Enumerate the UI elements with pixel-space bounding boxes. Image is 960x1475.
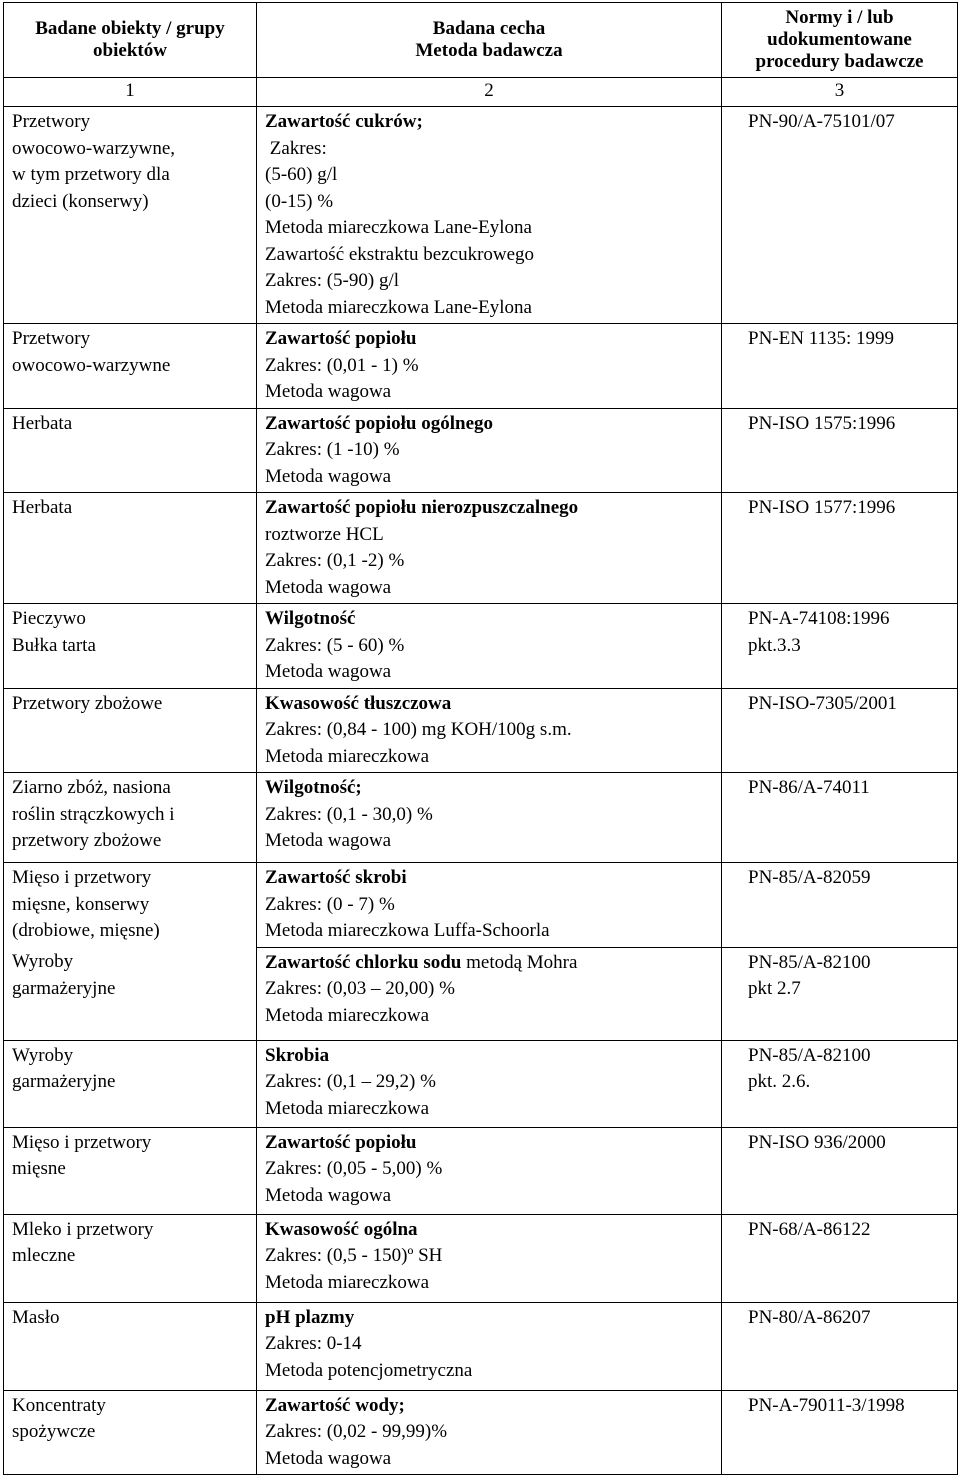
feature-line: Zakres: 0-14 — [265, 1333, 362, 1354]
object-line: Przetwory — [12, 328, 91, 349]
feature-line: Zakres: (0,1 - 30,0) % — [265, 803, 433, 825]
object-line: mięsne — [12, 1158, 66, 1179]
feature-cell — [257, 1040, 722, 1127]
feature-line: Zakres: (0,84 - 100) mg KOH/100g s.m. — [265, 719, 572, 740]
norm-line: PN-EN 1135: 1999 — [748, 328, 895, 349]
table-row — [4, 1214, 958, 1302]
object-line: Herbata — [12, 412, 73, 434]
object-line: Pieczywo — [12, 608, 86, 629]
object-cell — [4, 947, 257, 1040]
table-row — [4, 1390, 958, 1475]
feature-title-line — [265, 1217, 713, 1244]
norm-line: PN-85/A-82100 — [748, 1044, 871, 1066]
norm-line: pkt. 2.6. — [748, 1071, 811, 1092]
object-line: Wyroby — [12, 1044, 74, 1066]
norm-line: PN-68/A-86122 — [748, 1218, 871, 1240]
norm-line: pkt.3.3 — [748, 634, 801, 656]
object-cell — [4, 493, 257, 604]
feature-title: Kwasowość tłuszczowa — [265, 692, 452, 714]
object-line: spożywcze — [12, 1421, 96, 1442]
feature-title: Zawartość popiołu nierozpuszczalnego — [265, 497, 579, 518]
feature-line: Zakres: (0,1 -2) % — [265, 550, 405, 571]
feature-title-line — [265, 1043, 713, 1070]
norm-line: PN-ISO 936/2000 — [748, 1131, 886, 1153]
feature-cell — [257, 688, 722, 773]
feature-title: Zawartość wody; — [265, 1394, 405, 1416]
norm-cell — [722, 1390, 958, 1475]
feature-line: Zakres: (0,5 - 150)º SH — [265, 1245, 443, 1266]
feature-title-line — [265, 1130, 713, 1157]
object-line: garmażeryjne — [12, 1071, 116, 1092]
table-row — [4, 107, 958, 324]
norm-cell — [722, 493, 958, 604]
feature-line: Metoda wagowa — [265, 1447, 392, 1469]
object-line: Przetwory zbożowe — [12, 692, 163, 714]
object-cell — [4, 324, 257, 409]
feature-line: Zawartość ekstraktu bezcukrowego — [265, 243, 535, 265]
object-line: w tym przetwory dla — [12, 164, 170, 185]
feature-line: Metoda miareczkowa Lane-Eylona — [265, 296, 532, 318]
object-line: Koncentraty — [12, 1394, 106, 1416]
feature-line: Metoda miareczkowa — [265, 1097, 430, 1119]
feature-line: Metoda wagowa — [265, 576, 392, 598]
norm-cell — [722, 1214, 958, 1302]
table-row — [4, 947, 958, 1040]
feature-cell — [257, 863, 722, 948]
feature-line: Zakres: (1 -10) % — [265, 439, 400, 460]
feature-line: Metoda miareczkowa — [265, 1271, 430, 1293]
object-line: Mięso i przetwory — [12, 1131, 152, 1153]
object-cell — [4, 1127, 257, 1214]
object-line: przetwory zbożowe — [12, 830, 162, 851]
table-row — [4, 493, 958, 604]
norm-cell — [722, 947, 958, 1040]
feature-cell — [257, 773, 722, 863]
feature-line: Metoda wagowa — [265, 661, 392, 682]
feature-line: Zakres: (0 - 7) % — [265, 893, 395, 915]
object-line: Mleko i przetwory — [12, 1218, 154, 1240]
object-cell — [4, 863, 257, 948]
feature-title-line — [265, 411, 713, 438]
object-line: owocowo-warzywne — [12, 354, 171, 376]
feature-cell — [257, 947, 722, 1040]
column-number-row — [4, 78, 958, 107]
column-number-2: 2 — [257, 78, 722, 107]
column-number-1: 1 — [4, 78, 257, 107]
feature-title: Skrobia — [265, 1044, 330, 1066]
feature-title-line — [265, 606, 713, 633]
norm-line: PN-85/A-82059 — [748, 867, 871, 888]
feature-title-line — [265, 1393, 713, 1420]
feature-title-line — [265, 326, 713, 353]
table-row — [4, 1127, 958, 1214]
column-number-3: 3 — [722, 78, 958, 107]
object-cell — [4, 1390, 257, 1475]
table-row — [4, 324, 958, 409]
feature-title: Wilgotność — [265, 608, 356, 629]
feature-line: Zakres: (0,1 – 29,2) % — [265, 1071, 436, 1092]
feature-line: Zakres: (0,03 – 20,00) % — [265, 978, 455, 999]
object-line: dzieci (konserwy) — [12, 190, 149, 212]
feature-title: Zawartość popiołu — [265, 1131, 417, 1153]
feature-title-line — [265, 109, 713, 136]
norm-cell — [722, 1040, 958, 1127]
feature-cell — [257, 408, 722, 493]
object-line: owocowo-warzywne, — [12, 137, 176, 159]
object-cell — [4, 1302, 257, 1390]
feature-line: Metoda wagowa — [265, 465, 392, 487]
feature-line: Metoda wagowa — [265, 830, 392, 851]
feature-title: Zawartość cukrów; — [265, 111, 423, 132]
feature-cell — [257, 107, 722, 324]
feature-title: Zawartość skrobi — [265, 867, 407, 888]
object-line: Wyroby — [12, 951, 74, 972]
feature-cell — [257, 1127, 722, 1214]
object-line: Bułka tarta — [12, 634, 96, 656]
norm-line: PN-ISO 1577:1996 — [748, 497, 896, 518]
feature-cell — [257, 604, 722, 689]
table-row — [4, 1302, 958, 1390]
table-row — [4, 1040, 958, 1127]
object-cell — [4, 408, 257, 493]
feature-line: Zakres: (5 - 60) % — [265, 634, 405, 656]
feature-cell — [257, 1214, 722, 1302]
table-row — [4, 408, 958, 493]
feature-line: Metoda miareczkowa — [265, 745, 430, 767]
feature-line: Zakres: (0,02 - 99,99)% — [265, 1421, 448, 1442]
feature-title-line — [265, 691, 713, 718]
norm-line: PN-ISO 1575:1996 — [748, 412, 896, 434]
feature-title: Zawartość popiołu — [265, 328, 417, 349]
header-feature: Badana cecha Metoda badawcza — [257, 3, 722, 78]
methods-table — [3, 2, 958, 1475]
norm-line: pkt 2.7 — [748, 978, 801, 999]
object-cell — [4, 688, 257, 773]
object-line: mleczne — [12, 1245, 76, 1266]
feature-line: Metoda wagowa — [265, 381, 392, 402]
table-row — [4, 688, 958, 773]
norm-cell — [722, 688, 958, 773]
norm-cell — [722, 773, 958, 863]
norm-cell — [722, 1127, 958, 1214]
feature-line: Zakres: — [265, 137, 327, 159]
object-cell — [4, 773, 257, 863]
header-norms: Normy i / lub udokumentowane procedury badawcze — [722, 3, 958, 78]
norm-cell — [722, 408, 958, 493]
feature-line: Metoda miareczkowa — [265, 1004, 430, 1026]
feature-line: roztworze HCL — [265, 523, 384, 545]
norm-cell — [722, 863, 958, 948]
norm-line: PN-86/A-74011 — [748, 777, 870, 798]
feature-line: Metoda potencjometryczna — [265, 1359, 473, 1381]
feature-line: Metoda wagowa — [265, 1184, 392, 1206]
feature-line: Zakres: (5-90) g/l — [265, 270, 400, 291]
feature-line: Metoda miareczkowa Luffa-Schoorla — [265, 920, 550, 941]
feature-cell — [257, 324, 722, 409]
object-cell — [4, 107, 257, 324]
norm-cell — [722, 1302, 958, 1390]
norm-cell — [722, 604, 958, 689]
object-line: mięsne, konserwy — [12, 893, 150, 915]
object-cell — [4, 604, 257, 689]
table-header-row — [4, 3, 958, 78]
feature-title: pH plazmy — [265, 1306, 355, 1328]
table-row — [4, 773, 958, 863]
object-line: Masło — [12, 1306, 60, 1328]
object-line: Herbata — [12, 497, 73, 518]
feature-title: Kwasowość ogólna — [265, 1218, 418, 1240]
feature-title: Wilgotność; — [265, 777, 362, 798]
feature-title-line — [265, 1305, 713, 1332]
object-cell — [4, 1040, 257, 1127]
norm-line: PN-80/A-86207 — [748, 1306, 871, 1328]
norm-line: PN-85/A-82100 — [748, 951, 871, 973]
feature-title-line — [265, 950, 713, 977]
feature-line: (5-60) g/l — [265, 164, 338, 185]
feature-title-suffix: metodą Mohra — [461, 951, 578, 973]
feature-title-line — [265, 865, 713, 892]
feature-line: (0-15) % — [265, 190, 334, 212]
feature-cell — [257, 493, 722, 604]
table-row — [4, 604, 958, 689]
object-line: roślin strączkowych i — [12, 803, 175, 825]
norm-line: PN-ISO-7305/2001 — [748, 692, 897, 714]
feature-line: Metoda miareczkowa Lane-Eylona — [265, 217, 532, 238]
norm-cell — [722, 107, 958, 324]
header-objects: Badane obiekty / grupy obiektów — [4, 3, 257, 78]
norm-line: PN-A-74108:1996 — [748, 608, 890, 629]
norm-line: PN-A-79011-3/1998 — [748, 1394, 905, 1416]
feature-title-line — [265, 775, 713, 802]
feature-cell — [257, 1390, 722, 1475]
feature-title: Zawartość popiołu ogólnego — [265, 412, 494, 434]
feature-line: Zakres: (0,01 - 1) % — [265, 354, 419, 376]
object-line: garmażeryjne — [12, 977, 116, 999]
object-line: Mięso i przetwory — [12, 867, 152, 888]
feature-title-line — [265, 495, 713, 522]
object-line: Ziarno zbóż, nasiona — [12, 777, 171, 798]
norm-line: PN-90/A-75101/07 — [748, 111, 895, 132]
feature-cell — [257, 1302, 722, 1390]
object-line: Przetwory — [12, 111, 91, 132]
object-line: (drobiowe, mięsne) — [12, 920, 160, 941]
feature-title: Zawartość chlorku sodu — [265, 951, 462, 973]
feature-line: Zakres: (0,05 - 5,00) % — [265, 1158, 443, 1179]
object-cell — [4, 1214, 257, 1302]
table-row — [4, 863, 958, 948]
norm-cell — [722, 324, 958, 409]
